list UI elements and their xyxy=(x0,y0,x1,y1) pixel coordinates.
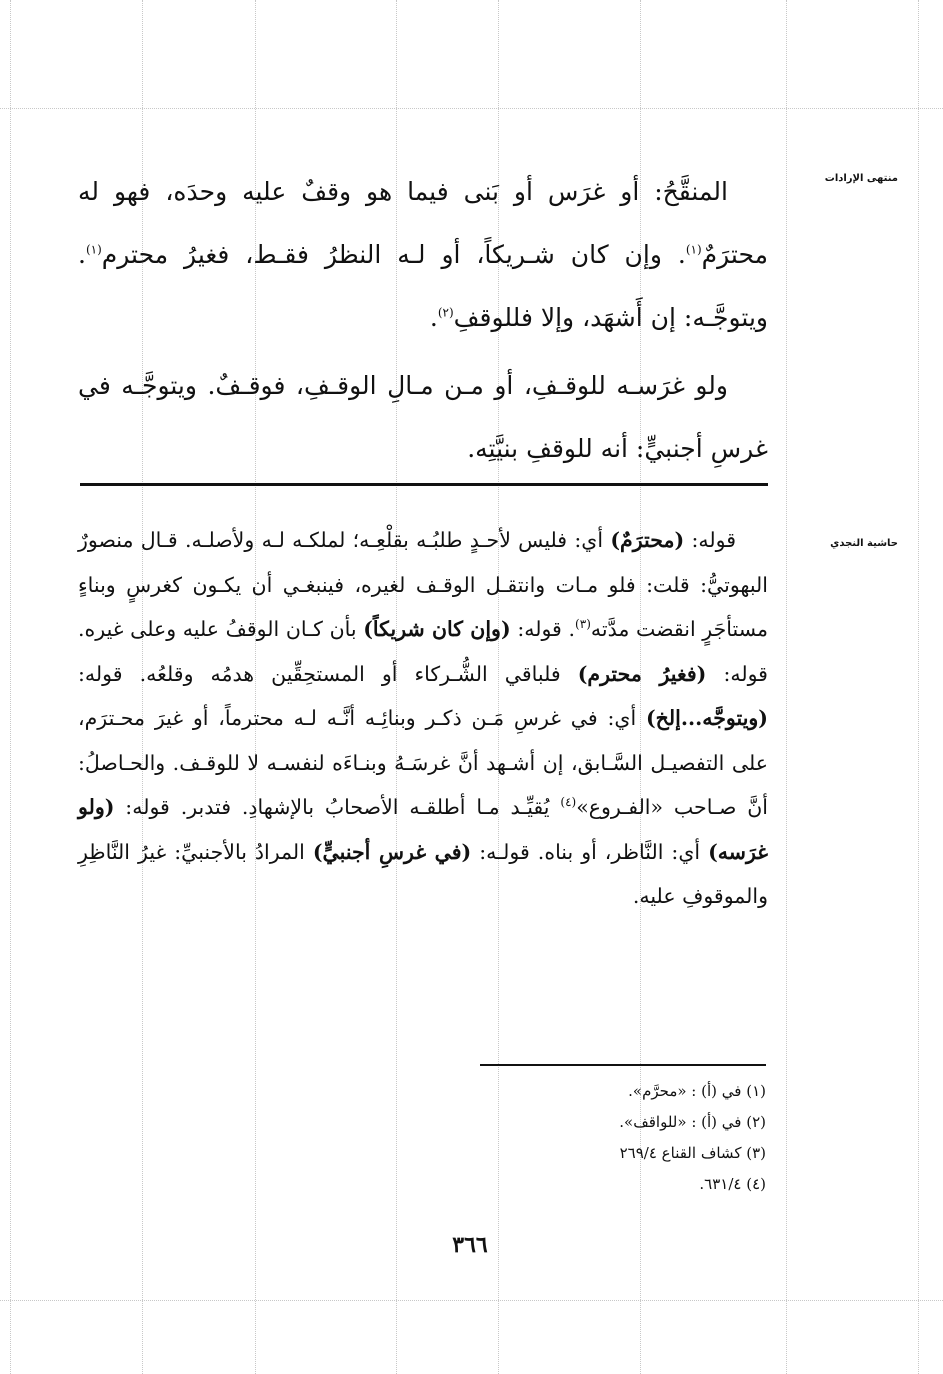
footnote-item: (٢) في (أ) : «للواقف». xyxy=(619,1113,766,1131)
scan-guide-line xyxy=(786,0,787,1374)
commentary-keyword: (فغيرُ محترم) xyxy=(577,661,707,686)
side-label-main: منتهى الإرادات xyxy=(824,173,898,184)
commentary-segment: بأن كـان الوقفُ عليه وعلى غيره. قوله: xyxy=(78,617,768,686)
scan-guide-line xyxy=(0,108,943,109)
footnote-ref[interactable]: (٣) xyxy=(575,617,591,632)
commentary-segment: يُقيِّـد مـا أطلقـه الأصحابُ بالإشهادِ. فتدبر. قوله: xyxy=(114,795,561,819)
main-paragraph-2: ولو غرَسـه للوقـفِ، أو مـن مـالِ الوقـفِ، فوقـفٌ. ويتوجَّـه في غرسِ أجنبيٍّ: أنه للوقفِ بنيَّتِه. xyxy=(78,371,768,463)
page-number: ٣٦٦ xyxy=(452,1232,488,1258)
footnote-item: (٤) ٦٣١/٤. xyxy=(699,1175,766,1193)
footnote-ref[interactable]: (٢) xyxy=(437,305,454,320)
footnote-item: (٣) كشاف القناع ٢٦٩/٤ xyxy=(619,1144,766,1162)
commentary-segment: أي: النَّاظر، أو بناه. قولـه: xyxy=(471,839,709,864)
footnote-ref[interactable]: (١) xyxy=(85,242,102,257)
footnote-ref[interactable]: (١) xyxy=(685,242,702,257)
commentary-text xyxy=(78,518,768,919)
main-text-segment: . xyxy=(429,303,438,332)
scan-guide-line xyxy=(0,1300,943,1301)
scan-guide-line xyxy=(10,0,11,1374)
footnotes xyxy=(480,1076,766,1200)
commentary-keyword: (محترَمٌ) xyxy=(610,528,685,552)
main-text-segment: وإن كان شـريكاً، أو لـه النظرُ فقـط، فغيرُ محترم xyxy=(101,240,662,269)
commentary-keyword: (في غرسِ أجنبيٍّ) xyxy=(312,839,472,864)
scan-guide-line xyxy=(918,0,919,1374)
section-divider xyxy=(80,483,768,486)
main-text-segment: . ويتوجَّـه: إن xyxy=(78,240,768,332)
commentary-segment: أي: في غرسِ مَـن ذكـر وبنائِـه أنَّـه لـه محترماً، أو غيرَ محـترَم، على التفصيـل السَّـابق، إن أشـهد أنَّ غرسَـهُ وبنـاءَه لنفسـه لا للوقـف. والحـاصلُ: أنَّ صـاحب «الفـروع» xyxy=(78,706,768,819)
commentary-keyword: (ولو غرَسه) xyxy=(78,795,768,864)
commentary-keyword: (وإن كان شريكاً) xyxy=(363,617,511,641)
footnote-item: (١) في (أ) : «محرَّم». xyxy=(628,1082,766,1100)
footnote-divider xyxy=(480,1064,766,1066)
commentary-paragraph xyxy=(78,518,768,919)
main-text-segment: المنقَّحُ: أو غرَس أو بَنى فيما هو وقفٌ عليه وحدَه، فهو له محترَمٌ xyxy=(78,177,768,269)
commentary-keyword: (ويتوجَّه...إلخ) xyxy=(645,706,768,730)
main-paragraph-1 xyxy=(78,160,768,349)
commentary-segment: المرادُ بالأجنبيِّ: غيرُ النَّاظِرِ والموقوفِ عليه. xyxy=(78,839,768,908)
side-label-commentary: حاشية النجدي xyxy=(830,538,898,549)
commentary-segment: . قوله: xyxy=(510,617,576,641)
main-text-segment: أَشهَد، وإلا فللوقفِ xyxy=(453,303,643,332)
commentary-segment: قوله: xyxy=(684,528,736,552)
main-text-segment: . xyxy=(677,240,686,269)
commentary-segment: فلباقي الشُّـركاء أو المستحِقِّين هدمُه وقلعُه. قوله: xyxy=(78,661,578,686)
main-text xyxy=(78,160,768,480)
commentary-segment: أي: فليس لأحـدٍ طلبُـه بقلْعِـه؛ لملكـه لـه ولأصلـه. قـال منصورٌ البهوتيُّ: قلت: فلو مـات وانتقـل الوقـف لغيره، فينبغـي أن يكـون كغرسٍ وبناءٍ مستأجَرٍ انقضت مدَّته xyxy=(78,528,768,641)
footnote-ref[interactable]: (٤) xyxy=(560,795,577,810)
